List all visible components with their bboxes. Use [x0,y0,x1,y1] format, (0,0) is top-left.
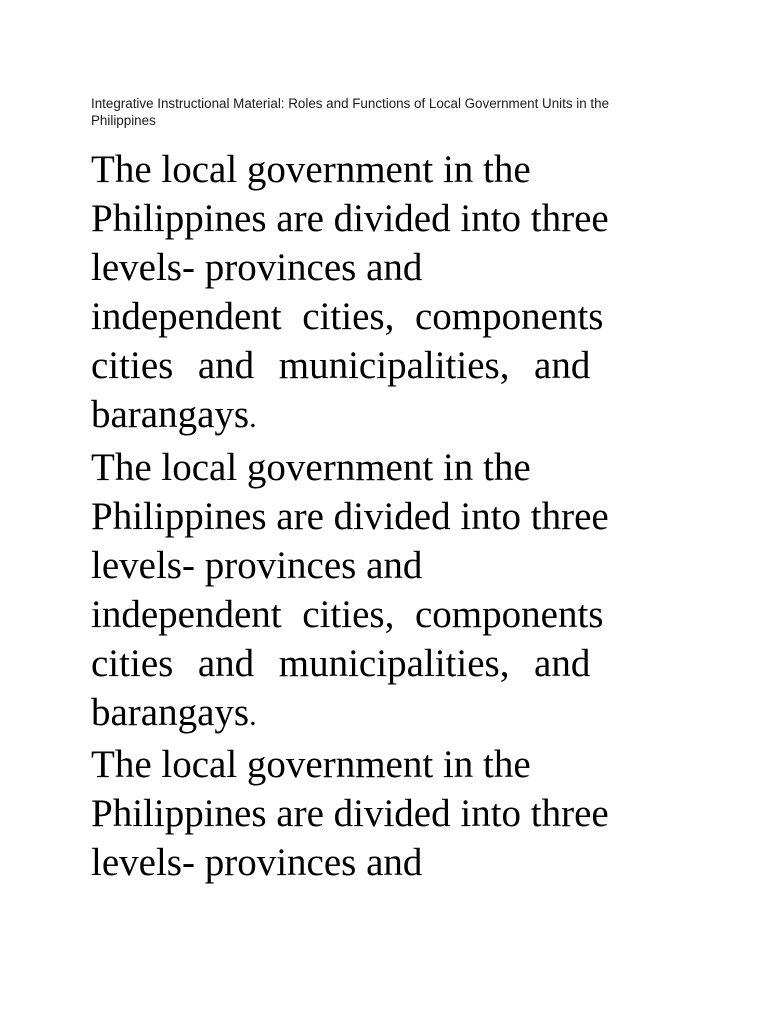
paragraph-line: independent cities, components [91,295,604,339]
header-line-1: Integrative Instructional Material: Roles and Functions of Local Government Units in the [91,96,610,111]
header-line-2: Philippines [91,113,156,128]
paragraph-line: cities and municipalities, and [91,344,591,388]
paragraph-3 [91,740,651,887]
paragraph-line: The local government in the [91,445,531,489]
paragraph-2 [91,443,651,741]
paragraph-last-line [91,688,651,740]
paragraph-line: The local government in the [91,148,531,191]
paragraph-last-line [91,390,651,442]
paragraph-end-mark: . [249,401,257,435]
paragraph-line: levels- provinces and [91,841,423,885]
paragraph-line: The local government in the [91,743,531,787]
document-body [91,145,651,887]
paragraph-line: levels- provinces and [91,246,423,290]
paragraph-line-text: barangays [91,691,250,735]
paragraph-end-mark: . [249,699,257,733]
paragraph-line: levels- provinces and [91,543,423,587]
paragraph-line-text: barangays [91,393,250,437]
paragraph-line: cities and municipalities, and [91,641,591,685]
paragraph-line: Philippines are divided into three [91,197,609,241]
paragraph-line: Philippines are divided into three [91,494,609,538]
paragraph-line: independent cities, components [91,592,604,636]
paragraph-line: Philippines are divided into three [91,792,609,836]
document-header [91,95,691,129]
paragraph-1 [91,145,651,443]
